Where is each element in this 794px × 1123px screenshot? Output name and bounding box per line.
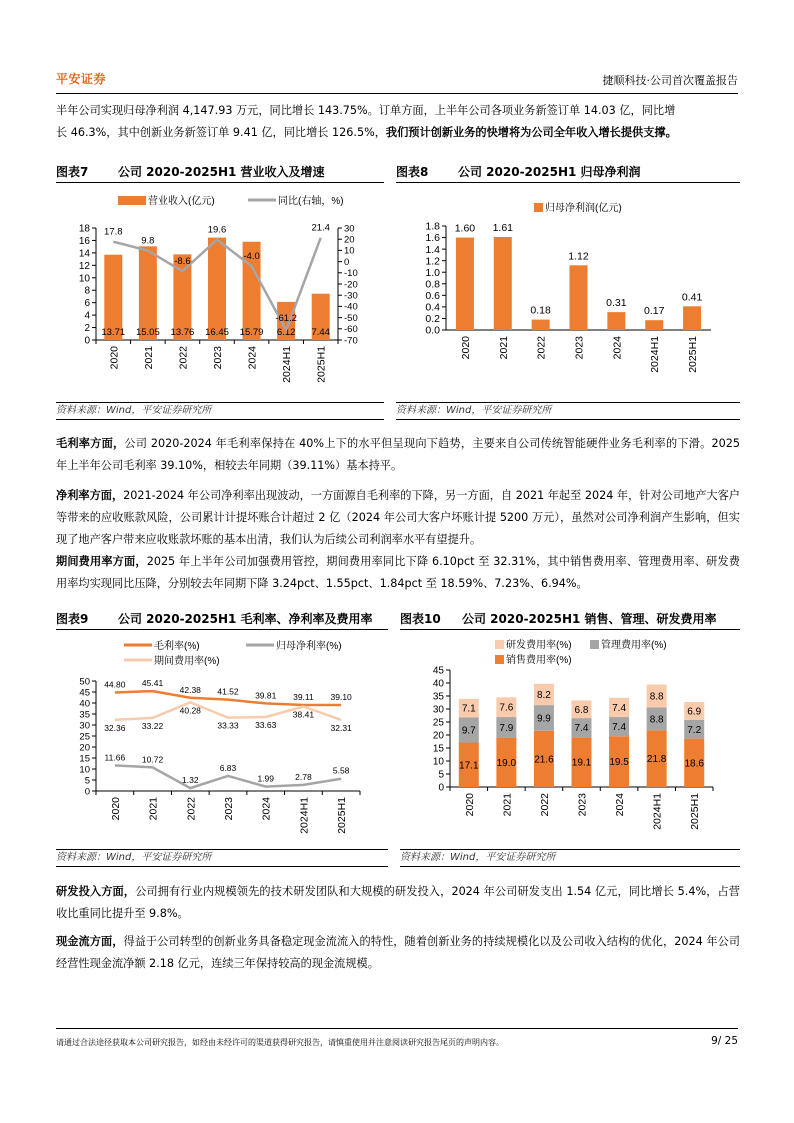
figure-10-source: 资料来源：Wind，平安证券研究所 xyxy=(400,849,740,867)
net-profit-bar xyxy=(645,320,663,330)
y2-tick-label: -10 xyxy=(344,268,358,280)
revenue-chart xyxy=(56,190,386,400)
y-tick-label: 0 xyxy=(438,782,444,794)
line-data-label: 32.36 xyxy=(104,722,126,733)
bar-data-label: 1.12 xyxy=(568,250,589,263)
cashflow-paragraph xyxy=(56,931,740,975)
y-tick-label: 10 xyxy=(79,764,90,776)
paragraph-body: 得益于公司转型的创新业务具备稳定现金流流入的特性，随着创新业务的持续规模化以及公司收入结构的优化，2024 年公司经营性现金流净额 2.18 亿元，连续三年保持较高的现金流规模。 xyxy=(56,935,740,970)
y-tick-label: 45 xyxy=(79,687,90,699)
paragraph-heading: 净利率方面， xyxy=(56,489,124,502)
bar-data-label: 1.60 xyxy=(454,222,476,235)
figure-caption: 公司 2020-2025H1 归母净利润 xyxy=(458,165,641,179)
y-tick-label: 0.6 xyxy=(425,290,440,303)
bar-data-label: 0.31 xyxy=(606,297,627,310)
y-tick-label: 5 xyxy=(84,775,90,787)
figure-10-title xyxy=(400,608,740,630)
y-tick-label: 18 xyxy=(78,223,90,235)
stack-data-label: 7.4 xyxy=(574,723,589,735)
legend-label: 销售费用率(%) xyxy=(506,655,572,666)
y-tick-label: 20 xyxy=(79,742,90,754)
x-tick-label: 2024 xyxy=(246,346,259,370)
rd-paragraph xyxy=(56,881,740,925)
y-tick-label: 10 xyxy=(78,273,90,285)
line-data-label: 39.81 xyxy=(255,690,277,701)
line-data-label: 6.83 xyxy=(219,762,237,773)
y-tick-label: 14 xyxy=(78,248,90,260)
x-tick-label: 2024 xyxy=(614,793,627,817)
y-tick-label: 40 xyxy=(79,698,90,710)
figure-caption: 公司 2020-2025H1 毛利率、净利率及费用率 xyxy=(118,612,373,626)
y-tick-label: 1.2 xyxy=(425,255,440,268)
figure-number: 图表10 xyxy=(400,612,441,626)
legend-swatch xyxy=(118,196,146,205)
stack-data-label: 7.6 xyxy=(499,702,514,714)
paragraph-heading: 现金流方面， xyxy=(56,935,124,948)
intro-line-2 xyxy=(56,122,740,144)
x-tick-label: 2020 xyxy=(463,793,476,817)
bar-data-label: 13.76 xyxy=(170,327,195,338)
figure-caption: 公司 2020-2025H1 营业收入及增速 xyxy=(118,165,325,179)
net-profit-bar xyxy=(570,265,588,330)
stack-data-label: 7.1 xyxy=(461,703,476,715)
x-tick-label: 2022 xyxy=(185,797,198,821)
bar-data-label: 13.71 xyxy=(101,327,126,338)
legend-swatch xyxy=(590,640,599,649)
legend-label: 同比(右轴，%) xyxy=(278,196,344,207)
paragraph-body: 2025 年上半年公司加强费用管控，期间费用率同比下降 6.10pct 至 32.31%，其中销售费用率、管理费用率、研发费用率均实现同比压降，分别较去年同期下降 3.24pct、1.55pct、1.84pct 至 18.59%、7.23%、6.94%。 xyxy=(56,555,740,590)
y-tick-label: 0.4 xyxy=(425,301,440,314)
y-tick-label: 1.8 xyxy=(425,220,440,233)
figure-number: 图表7 xyxy=(56,165,89,179)
figure-8-title xyxy=(396,161,740,183)
legend-label: 管理费用率(%) xyxy=(601,640,667,651)
x-tick-label: 2024 xyxy=(611,336,624,360)
line-data-label: -61.2 xyxy=(275,313,297,324)
page-header xyxy=(56,68,738,94)
stack-data-label: 8.8 xyxy=(649,714,664,726)
bar-data-label: 0.18 xyxy=(530,304,551,317)
y-tick-label: 50 xyxy=(79,676,90,688)
y2-tick-label: 10 xyxy=(344,245,355,257)
stack-data-label: 19.0 xyxy=(496,757,517,769)
margin-chart xyxy=(56,637,388,847)
y-tick-label: 0.0 xyxy=(425,324,440,337)
bar-data-label: 0.41 xyxy=(681,291,703,304)
y-tick-label: 35 xyxy=(79,709,90,721)
line-data-label: 40.28 xyxy=(179,705,201,716)
line-data-label: 2.78 xyxy=(295,771,312,782)
page-footer xyxy=(56,1028,738,1047)
stack-data-label: 19.5 xyxy=(609,757,629,769)
intro-emphasis: 我们预计创新业务的快增将为公司全年收入增长提供支撑。 xyxy=(385,126,677,139)
x-tick-label: 2021 xyxy=(501,793,514,817)
y2-tick-label: 30 xyxy=(344,223,355,235)
x-tick-label: 2020 xyxy=(109,797,122,821)
x-tick-label: 2022 xyxy=(538,793,551,817)
net-profit-bar xyxy=(532,320,550,330)
stack-data-label: 8.8 xyxy=(649,691,664,703)
stack-data-label: 7.4 xyxy=(612,722,627,734)
stack-data-label: 21.8 xyxy=(646,754,667,766)
line-data-label: 42.38 xyxy=(179,684,201,695)
x-tick-label: 2024H1 xyxy=(298,797,311,834)
line-data-label: 39.10 xyxy=(330,691,352,702)
line-data-label: 1.32 xyxy=(182,775,199,786)
revenue-bar xyxy=(208,238,226,340)
y-tick-label: 12 xyxy=(78,260,90,272)
stack-data-label: 6.9 xyxy=(687,706,702,718)
stack-data-label: 7.2 xyxy=(687,724,702,736)
figure-number: 图表9 xyxy=(56,612,89,626)
bar-data-label: 0.17 xyxy=(643,305,665,318)
x-tick-label: 2024H1 xyxy=(651,793,664,830)
y-tick-label: 1.6 xyxy=(425,232,440,245)
footer-disclaimer: 请通过合法途径获取本公司研究报告，如经由未经许可的渠道获得研究报告，请慎重使用并注意阅读研究报告尾页的声明内容。 xyxy=(56,1038,504,1047)
x-tick-label: 2022 xyxy=(177,346,190,370)
legend-label: 归母净利润(亿元) xyxy=(545,203,622,214)
y-tick-label: 16 xyxy=(78,235,90,247)
net-profit-chart xyxy=(396,190,740,400)
paragraph-heading: 研发投入方面， xyxy=(56,885,136,898)
y-tick-label: 20 xyxy=(432,730,444,742)
line-data-label: 39.11 xyxy=(293,691,314,702)
x-tick-label: 2023 xyxy=(223,797,235,821)
line-data-label: 19.6 xyxy=(207,224,227,236)
line-data-label: 33.22 xyxy=(141,720,164,731)
net-profit-bar xyxy=(456,238,474,330)
legend-swatch xyxy=(495,640,504,649)
x-tick-label: 2023 xyxy=(212,346,224,370)
y-tick-label: 2 xyxy=(84,323,90,335)
y2-tick-label: -70 xyxy=(344,335,358,347)
x-tick-label: 2020 xyxy=(459,336,472,360)
stack-data-label: 18.6 xyxy=(684,758,704,770)
y-tick-label: 40 xyxy=(432,678,444,690)
stack-data-label: 17.1 xyxy=(459,760,479,772)
bar-data-label: 6.12 xyxy=(276,327,296,338)
stack-data-label: 8.2 xyxy=(536,689,551,701)
line-data-label: 41.52 xyxy=(217,686,239,697)
y-tick-label: 6 xyxy=(84,298,90,310)
expense-paragraph xyxy=(56,551,740,595)
revenue-bar xyxy=(139,246,157,340)
y-tick-label: 0.8 xyxy=(425,278,440,291)
x-tick-label: 2023 xyxy=(576,793,589,817)
line-data-label: -8.6 xyxy=(174,256,191,268)
brand-logo: 平安证券 xyxy=(56,72,107,86)
x-tick-label: 2024H1 xyxy=(281,346,294,383)
y-tick-label: 0 xyxy=(84,335,90,347)
figure-8-source: 资料来源：Wind，平安证券研究所 xyxy=(396,402,740,420)
x-tick-label: 2023 xyxy=(573,336,586,360)
x-tick-label: 2025H1 xyxy=(336,797,349,834)
line-data-label: 10.72 xyxy=(141,754,164,765)
stack-data-label: 7.4 xyxy=(612,702,627,714)
intro-line-1: 半年公司实现归母净利润 4,147.93 万元，同比增长 143.75%。订单方面，上半年公司各项业务新签订单 14.03 亿，同比增 xyxy=(56,104,676,117)
page-number: 9/ 25 xyxy=(711,1035,738,1047)
y2-tick-label: -40 xyxy=(344,301,358,313)
x-tick-label: 2021 xyxy=(147,797,160,821)
x-tick-label: 2021 xyxy=(142,346,155,370)
net-profit-bar xyxy=(607,312,625,330)
line-data-label: 45.41 xyxy=(141,678,164,689)
expense-ratio-chart xyxy=(400,637,740,847)
y-tick-label: 5 xyxy=(438,769,444,781)
y2-tick-label: -20 xyxy=(344,279,358,291)
stack-data-label: 9.7 xyxy=(461,725,476,737)
net-profit-bar xyxy=(683,306,701,330)
net-margin-paragraph xyxy=(56,485,740,551)
y2-tick-label: -60 xyxy=(344,324,358,336)
x-tick-label: 2024 xyxy=(260,797,273,821)
y-tick-label: 0 xyxy=(84,786,90,798)
line-data-label: 21.4 xyxy=(311,222,330,234)
line-data-label: 33.63 xyxy=(255,720,277,731)
stack-data-label: 6.8 xyxy=(574,704,589,716)
line-data-label: 17.8 xyxy=(104,226,123,238)
x-tick-label: 2025H1 xyxy=(689,793,702,830)
figure-caption: 公司 2020-2025H1 销售、管理、研发费用率 xyxy=(462,612,717,626)
figure-7-source: 资料来源：Wind，平安证券研究所 xyxy=(56,402,384,420)
legend-label: 归母净利率(%) xyxy=(276,641,342,652)
bar-data-label: 15.79 xyxy=(239,327,264,338)
y-tick-label: 45 xyxy=(432,665,444,677)
x-tick-label: 2025H1 xyxy=(687,336,700,373)
y-tick-label: 0.2 xyxy=(425,313,440,326)
legend-swatch xyxy=(534,203,543,212)
y2-tick-label: 20 xyxy=(344,234,355,246)
paragraph-body: 公司 2020-2024 年毛利率保持在 40%上下的水平但呈现向下趋势，主要来自公司传统智能硬件业务毛利率的下滑。2025 年上半年公司毛利率 39.10%，相较去年同期（39.11%）基本持平。 xyxy=(56,437,740,472)
intro-text: 长 46.3%，其中创新业务新签订单 9.41 亿，同比增长 126.5%， xyxy=(56,126,386,139)
y-tick-label: 35 xyxy=(432,691,444,703)
figure-9-source: 资料来源：Wind，平安证券研究所 xyxy=(56,849,388,867)
line-data-label: 1.99 xyxy=(257,773,274,784)
legend-label: 毛利率(%) xyxy=(154,641,200,652)
paragraph-body: 公司拥有行业内规模领先的技术研发团队和大规模的研发投入，2024 年公司研发支出 1.54 亿元，同比增长 5.4%，占营收比重同比提升至 9.8%。 xyxy=(56,885,740,920)
net-profit-bar xyxy=(494,237,512,330)
y-tick-label: 25 xyxy=(432,717,444,729)
line-data-label: 9.8 xyxy=(141,235,155,247)
y-tick-label: 8 xyxy=(84,285,90,297)
line-data-label: 11.66 xyxy=(104,752,126,763)
legend-label: 期间费用率(%) xyxy=(154,656,220,667)
y2-tick-label: 0 xyxy=(344,256,350,268)
intro-paragraph xyxy=(56,100,740,144)
bar-data-label: 16.45 xyxy=(205,327,229,338)
line-data-label: 32.31 xyxy=(330,722,352,733)
x-tick-label: 2020 xyxy=(108,346,121,370)
line-data-label: -4.0 xyxy=(243,251,260,263)
y-tick-label: 25 xyxy=(79,731,90,743)
y-tick-label: 15 xyxy=(432,743,444,755)
x-tick-label: 2025H1 xyxy=(315,346,328,383)
report-title: 捷顺科技·公司首次覆盖报告 xyxy=(602,74,738,87)
figure-9-title xyxy=(56,608,388,630)
y2-tick-label: -30 xyxy=(344,290,358,302)
figure-7-title xyxy=(56,161,384,183)
x-tick-label: 2021 xyxy=(497,336,510,360)
legend-label: 营业收入(亿元) xyxy=(148,196,215,207)
y-tick-label: 15 xyxy=(79,753,90,765)
stack-data-label: 19.1 xyxy=(571,757,592,769)
x-tick-label: 2022 xyxy=(535,336,548,360)
bar-data-label: 7.44 xyxy=(311,327,330,338)
y-tick-label: 1.0 xyxy=(425,266,440,279)
x-tick-label: 2024H1 xyxy=(649,336,662,373)
legend-swatch xyxy=(495,655,504,664)
paragraph-body: 2021-2024 年公司净利率出现波动，一方面源自毛利率的下降，另一方面，自 2021 年起至 2024 年，针对公司地产大客户等带来的应收账款风险，公司累计计提坏账合计超过 2 亿（2024 年公司大客户坏账计提 5200 万元），虽然对公司净利润产生影响，但实现了地产客户带来应收账款坏账的基本出清，我们认为后续公司利润率水平有望提升。 xyxy=(56,489,740,546)
paragraph-heading: 毛利率方面， xyxy=(56,437,125,450)
y-tick-label: 30 xyxy=(432,704,444,716)
y-tick-label: 30 xyxy=(79,720,90,732)
legend-label: 研发费用率(%) xyxy=(506,640,572,651)
paragraph-heading: 期间费用率方面， xyxy=(56,555,147,568)
y2-tick-label: -50 xyxy=(344,312,358,324)
y-tick-label: 10 xyxy=(432,756,444,768)
stack-data-label: 7.9 xyxy=(499,722,514,734)
gross-margin-paragraph xyxy=(56,433,740,477)
y-tick-label: 1.4 xyxy=(425,243,440,256)
line-data-label: 38.41 xyxy=(292,709,315,720)
stack-data-label: 9.9 xyxy=(536,713,551,725)
line-data-label: 33.33 xyxy=(217,720,239,731)
bar-data-label: 15.05 xyxy=(135,327,160,338)
bar-data-label: 1.61 xyxy=(492,221,514,234)
y-tick-label: 4 xyxy=(84,310,90,322)
line-data-label: 5.58 xyxy=(332,765,350,776)
stack-data-label: 21.6 xyxy=(534,754,554,766)
line-data-label: 44.80 xyxy=(104,679,126,690)
figure-number: 图表8 xyxy=(396,165,429,179)
